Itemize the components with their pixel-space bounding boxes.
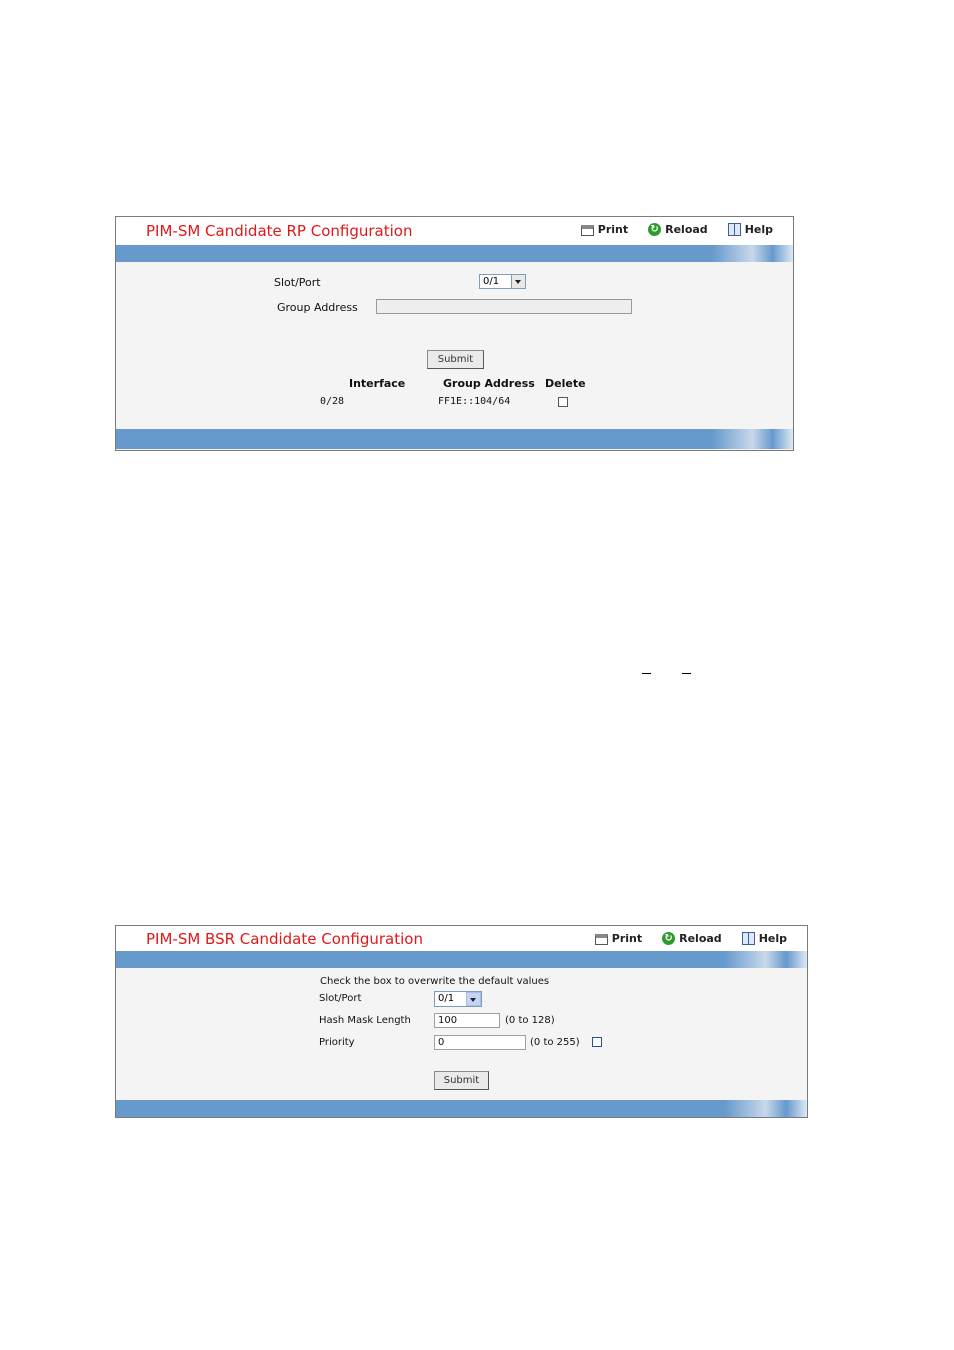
reload-button[interactable] (662, 932, 722, 945)
row-delete-checkbox[interactable] (558, 397, 568, 407)
row-interface: 0/28 (320, 396, 345, 407)
priority-range: (0 to 255) (530, 1037, 580, 1048)
priority-label: Priority (319, 1037, 355, 1048)
help-label: Help (758, 932, 787, 945)
page-title: PIM-SM Candidate RP Configuration (146, 222, 413, 240)
rp-footer-band (116, 429, 793, 449)
printer-icon (595, 934, 608, 945)
rp-toolbar (581, 223, 773, 236)
slot-port-value: 0/1 (483, 276, 500, 287)
reload-icon: ↻ (648, 223, 661, 236)
col-header-delete: Delete (545, 377, 586, 390)
help-button[interactable] (742, 932, 787, 945)
reload-label: Reload (665, 223, 708, 236)
print-label: Print (611, 932, 643, 945)
col-header-interface: Interface (349, 377, 406, 390)
slot-port-select[interactable] (434, 991, 482, 1007)
rp-title-bar (116, 217, 793, 245)
bsr-header-band (116, 951, 807, 968)
bsr-title-bar (116, 926, 807, 951)
bsr-footer-band (116, 1100, 807, 1117)
hash-mask-length-label: Hash Mask Length (319, 1015, 411, 1026)
separator-mark (682, 673, 691, 674)
separator-mark (642, 673, 651, 674)
hash-mask-range: (0 to 128) (505, 1015, 555, 1026)
bsr-candidate-panel (115, 925, 808, 1118)
row-group-address: FF1E::104/64 (438, 396, 511, 407)
overwrite-priority-checkbox[interactable] (592, 1037, 602, 1047)
slot-port-label: Slot/Port (274, 276, 321, 289)
help-label: Help (744, 223, 773, 236)
help-button[interactable] (728, 223, 773, 236)
print-button[interactable] (595, 932, 642, 945)
slot-port-value: 0/1 (438, 993, 455, 1004)
hash-mask-length-input[interactable]: 100 (434, 1013, 500, 1028)
slot-port-label: Slot/Port (319, 993, 362, 1004)
printer-icon (581, 225, 594, 236)
rp-header-band (116, 245, 793, 262)
group-address-label: Group Address (277, 301, 358, 314)
default-values-note: Check the box to overwrite the default values (320, 976, 550, 987)
col-header-group-address: Group Address (443, 377, 535, 390)
bsr-toolbar (595, 932, 787, 945)
submit-button[interactable]: Submit (427, 350, 484, 369)
help-book-icon (728, 223, 741, 236)
slot-port-select[interactable] (479, 274, 526, 289)
candidate-rp-panel (115, 216, 794, 451)
group-address-input[interactable] (376, 299, 632, 314)
chevron-down-icon[interactable] (511, 275, 525, 288)
reload-label: Reload (679, 932, 722, 945)
print-label: Print (597, 223, 629, 236)
page-title: PIM-SM BSR Candidate Configuration (146, 930, 423, 948)
submit-button[interactable]: Submit (434, 1071, 489, 1090)
chevron-down-icon[interactable] (466, 992, 481, 1006)
reload-button[interactable] (648, 223, 708, 236)
print-button[interactable] (581, 223, 628, 236)
priority-input[interactable]: 0 (434, 1035, 526, 1050)
reload-icon: ↻ (662, 932, 675, 945)
help-book-icon (742, 932, 755, 945)
